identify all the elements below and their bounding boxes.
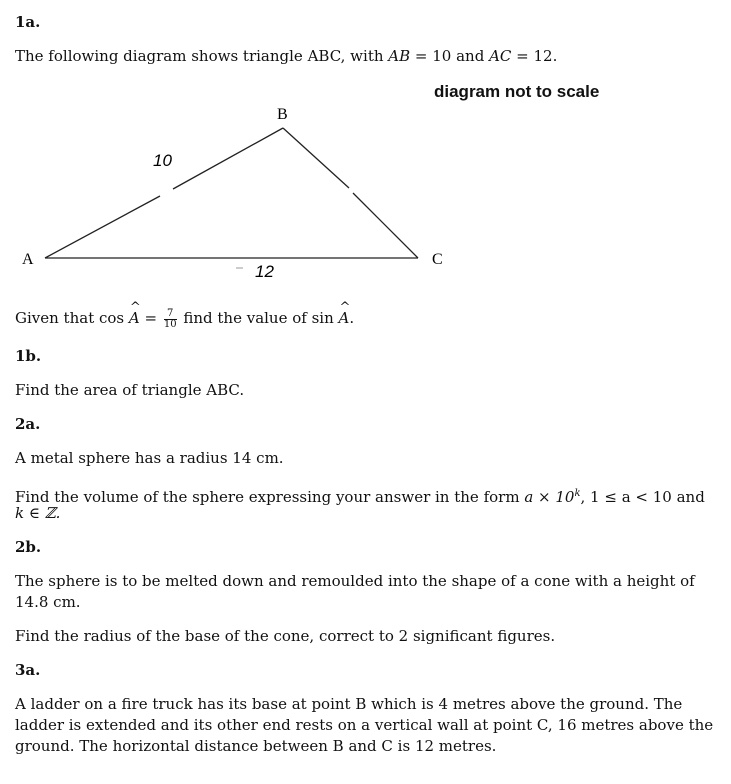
fraction-numerator: 7: [164, 309, 177, 320]
vertex-b-label: B: [277, 106, 288, 123]
given-mid: find the value of sin: [178, 309, 339, 327]
side-ab-lower: [45, 196, 160, 258]
question-1a-label: 1a.: [15, 13, 41, 31]
fraction: [164, 309, 177, 330]
text2-form: a × 10: [524, 488, 575, 506]
intro-ab-value: = 10 and: [410, 47, 490, 65]
question-2b-text1: The sphere is to be melted down and remoulded into the shape of a cone with a height of 14.8 cm.: [15, 572, 695, 611]
side-ab-upper: [173, 128, 283, 189]
text2-prefix: Find the volume of the sphere expressing your answer in the form: [15, 488, 525, 506]
text2-exponent: k: [574, 488, 581, 499]
vertex-c-label: C: [432, 251, 443, 268]
intro-prefix: The following diagram shows triangle ABC, with: [15, 47, 389, 65]
angle-a-hat-2: ^ A: [339, 308, 350, 329]
side-ac-length: 12: [255, 262, 274, 281]
question-3a-label: 3a.: [15, 661, 41, 679]
vertex-a-label: A: [22, 251, 34, 268]
side-ab-length: 10: [153, 151, 172, 170]
question-1b-label: 1b.: [15, 347, 42, 365]
angle-a-hat: ^ A: [129, 308, 140, 329]
text2-condition: , 1 ≤ a < 10 and: [580, 488, 705, 506]
question-1b-text: Find the area of triangle ABC.: [15, 381, 245, 399]
given-end: .: [349, 309, 355, 327]
intro-ac-value: = 12.: [511, 47, 558, 65]
intro-ab: AB: [388, 47, 411, 65]
question-1a-given: [15, 308, 354, 330]
fraction-denominator: 10: [163, 318, 177, 330]
diagram-scale-note: diagram not to scale: [434, 82, 600, 101]
question-3a-text: A ladder on a fire truck has its base at point B which is 4 metres above the ground. The ladder is extended and its other end rests on a vertical wall at point C, 16 metres above the ground. The horizontal distance between B and C is 12 metres.: [15, 695, 714, 755]
question-2a-text1: A metal sphere has a radius 14 cm.: [15, 449, 284, 467]
question-2b-label: 2b.: [15, 538, 42, 556]
given-eq: =: [139, 309, 162, 327]
given-prefix: Given that cos: [15, 309, 129, 327]
side-bc-upper: [283, 128, 349, 188]
question-2a-label: 2a.: [15, 415, 41, 433]
intro-ac: AC: [489, 47, 512, 65]
question-2a-text2: [15, 483, 705, 508]
question-2a-text2-line2: k ∈ ℤ.: [15, 504, 61, 522]
triangle-diagram: [0, 0, 731, 300]
question-2b-text2: Find the radius of the base of the cone, correct to 2 significant figures.: [15, 627, 556, 645]
side-bc-lower: [353, 193, 418, 258]
